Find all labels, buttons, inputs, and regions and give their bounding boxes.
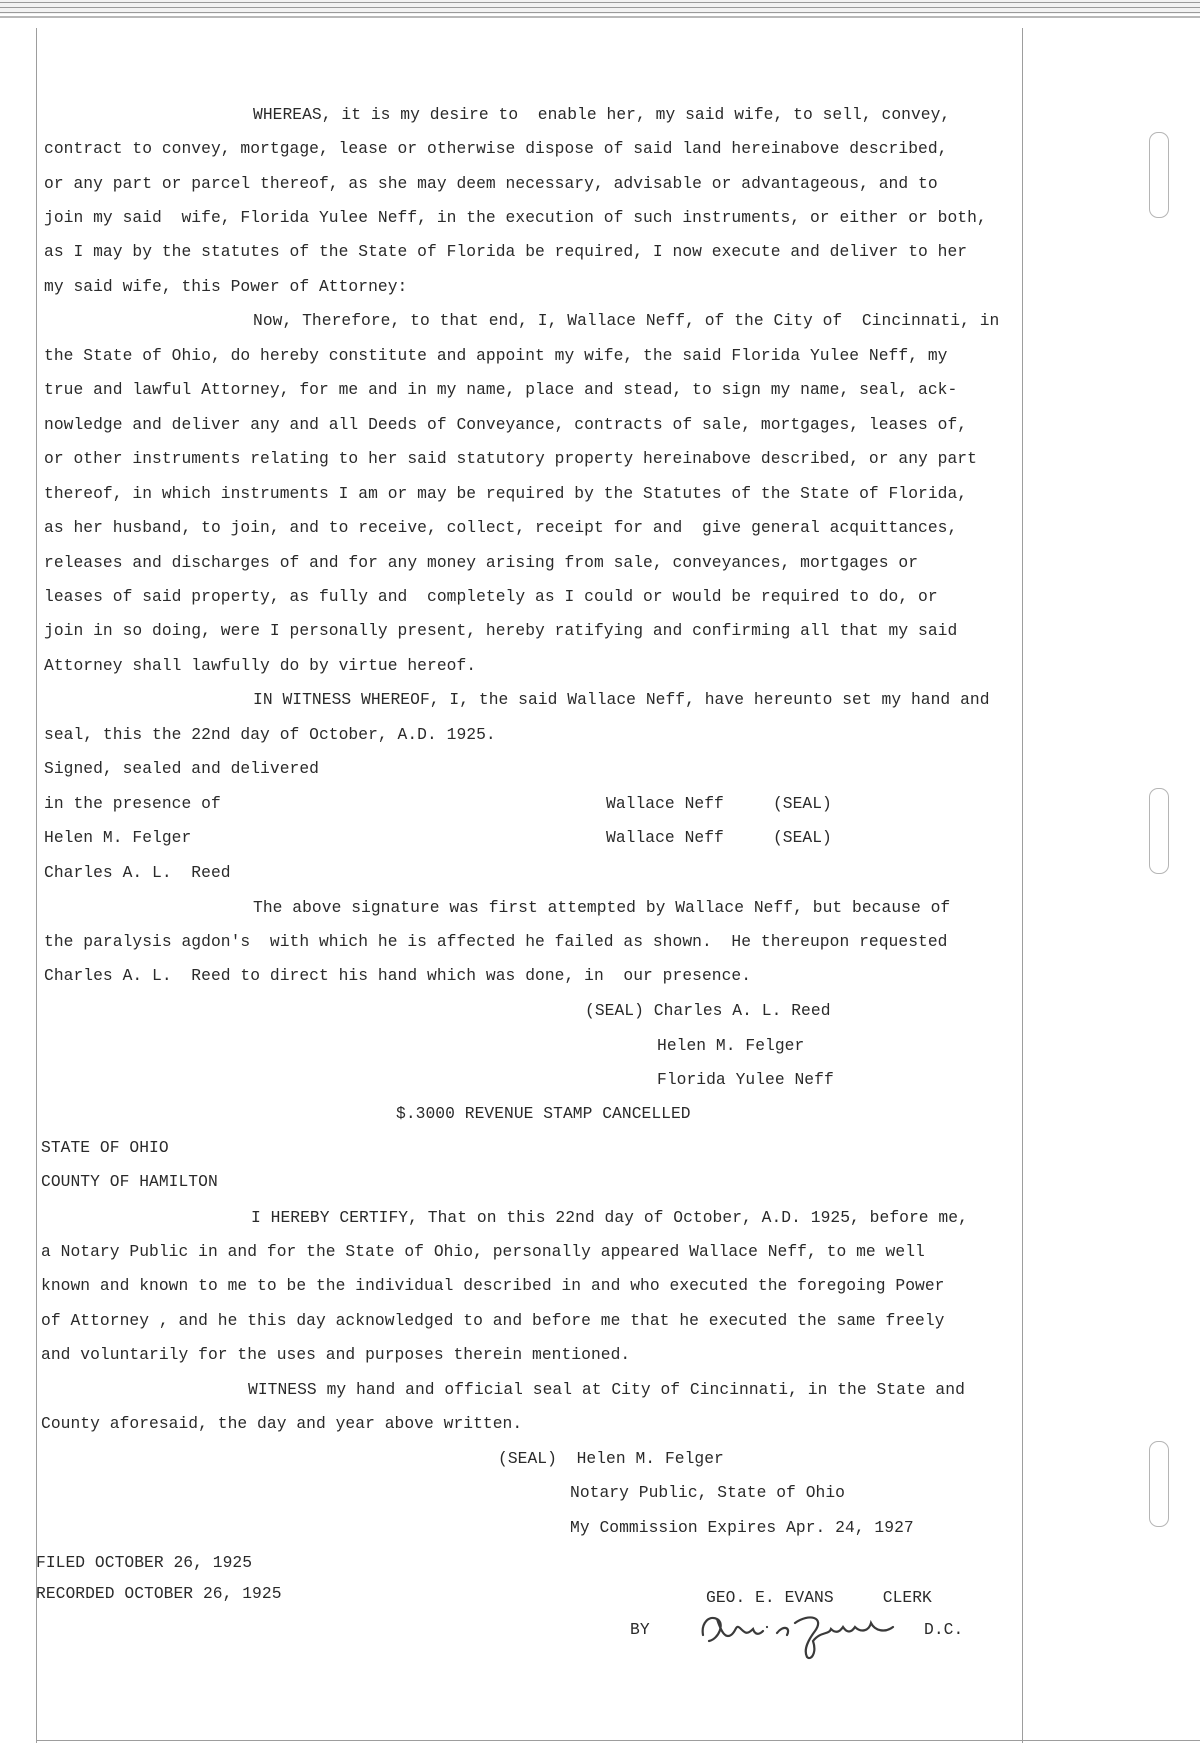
text-line: seal, this the 22nd day of October, A.D. 1925. — [44, 725, 496, 744]
text-line: STATE OF OHIO — [41, 1138, 169, 1157]
text-line: join my said wife, Florida Yulee Neff, in the execution of such instruments, or either or both, — [44, 208, 987, 227]
signature-line: Wallace Neff (SEAL) — [606, 794, 832, 813]
binder-hole-middle — [1149, 788, 1169, 874]
witness-line: Florida Yulee Neff — [657, 1070, 834, 1089]
text-line: a Notary Public in and for the State of Ohio, personally appeared Wallace Neff, to me well — [41, 1242, 925, 1261]
left-margin-rule — [36, 28, 37, 1743]
notary-line: Notary Public, State of Ohio — [570, 1483, 845, 1502]
text-line: my said wife, this Power of Attorney: — [44, 277, 408, 296]
top-border-band — [0, 0, 1200, 14]
text-line: in the presence of — [44, 794, 221, 813]
text-line: join in so doing, were I personally present, hereby ratifying and confirming all that my said — [44, 621, 958, 640]
text-line: as her husband, to join, and to receive, collect, receipt for and give general acquittances, — [44, 518, 958, 537]
binder-hole-bottom — [1149, 1441, 1169, 1527]
text-line: The above signature was first attempted by Wallace Neff, but because of — [253, 898, 951, 917]
deputy-clerk-signature — [695, 1605, 965, 1661]
signature-line: Wallace Neff (SEAL) — [606, 828, 832, 847]
bottom-margin-rule — [36, 1740, 1200, 1741]
text-line: Signed, sealed and delivered — [44, 759, 319, 778]
right-margin-rule — [1022, 28, 1023, 1743]
notary-line: My Commission Expires Apr. 24, 1927 — [570, 1518, 914, 1537]
dc-label: D.C. — [924, 1620, 964, 1639]
text-line: of Attorney , and he this day acknowledged to and before me that he executed the same freely — [41, 1311, 945, 1330]
text-line: Now, Therefore, to that end, I, Wallace Neff, of the City of Cincinnati, in — [253, 311, 1000, 330]
text-line: IN WITNESS WHEREOF, I, the said Wallace Neff, have hereunto set my hand and — [253, 690, 990, 709]
text-line: nowledge and deliver any and all Deeds of Conveyance, contracts of sale, mortgages, leases of, — [44, 415, 968, 434]
binder-hole-top — [1149, 132, 1169, 218]
text-line: Attorney shall lawfully do by virtue hereof. — [44, 656, 477, 675]
text-line: or other instruments relating to her said statutory property hereinabove described, or any part — [44, 449, 977, 468]
text-line: WHEREAS, it is my desire to enable her, my said wife, to sell, convey, — [253, 105, 951, 124]
text-line: WITNESS my hand and official seal at City of Cincinnati, in the State and — [248, 1380, 965, 1399]
witness-line: (SEAL) Charles A. L. Reed — [585, 1001, 831, 1020]
text-line: or any part or parcel thereof, as she may deem necessary, advisable or advantageous, and to — [44, 174, 938, 193]
filed-date: FILED OCTOBER 26, 1925 — [36, 1553, 253, 1572]
text-line: releases and discharges of and for any money arising from sale, conveyances, mortgages or — [44, 553, 919, 572]
text-line: and voluntarily for the uses and purposes therein mentioned. — [41, 1345, 631, 1364]
witness-line: Helen M. Felger — [657, 1036, 805, 1055]
text-line: COUNTY OF HAMILTON — [41, 1172, 218, 1191]
text-line: Charles A. L. Reed — [44, 863, 231, 882]
text-line: County aforesaid, the day and year above written. — [41, 1414, 523, 1433]
notary-line: (SEAL) Helen M. Felger — [498, 1449, 724, 1468]
text-line: Helen M. Felger — [44, 828, 192, 847]
text-line: the paralysis agdon's with which he is affected he failed as shown. He thereupon requested — [44, 932, 948, 951]
top-border-line — [0, 16, 1200, 18]
text-line: Charles A. L. Reed to direct his hand which was done, in our presence. — [44, 966, 752, 985]
clerk-line: GEO. E. EVANS CLERK — [706, 1588, 932, 1607]
text-line: thereof, in which instruments I am or may be required by the Statutes of the State of Florida, — [44, 484, 968, 503]
text-line: true and lawful Attorney, for me and in my name, place and stead, to sign my name, seal, ack- — [44, 380, 958, 399]
text-line: known and known to me to be the individual described in and who executed the foregoing Power — [41, 1276, 945, 1295]
text-line: I HEREBY CERTIFY, That on this 22nd day of October, A.D. 1925, before me, — [251, 1208, 968, 1227]
by-label: BY — [630, 1620, 650, 1639]
text-line: the State of Ohio, do hereby constitute and appoint my wife, the said Florida Yulee Neff, my — [44, 346, 948, 365]
recorded-date: RECORDED OCTOBER 26, 1925 — [36, 1584, 282, 1603]
revenue-stamp-note: $.3000 REVENUE STAMP CANCELLED — [396, 1104, 691, 1123]
text-line: contract to convey, mortgage, lease or otherwise dispose of said land hereinabove described, — [44, 139, 948, 158]
text-line: leases of said property, as fully and completely as I could or would be required to do, or — [44, 587, 938, 606]
text-line: as I may by the statutes of the State of Florida be required, I now execute and deliver to her — [44, 242, 968, 261]
